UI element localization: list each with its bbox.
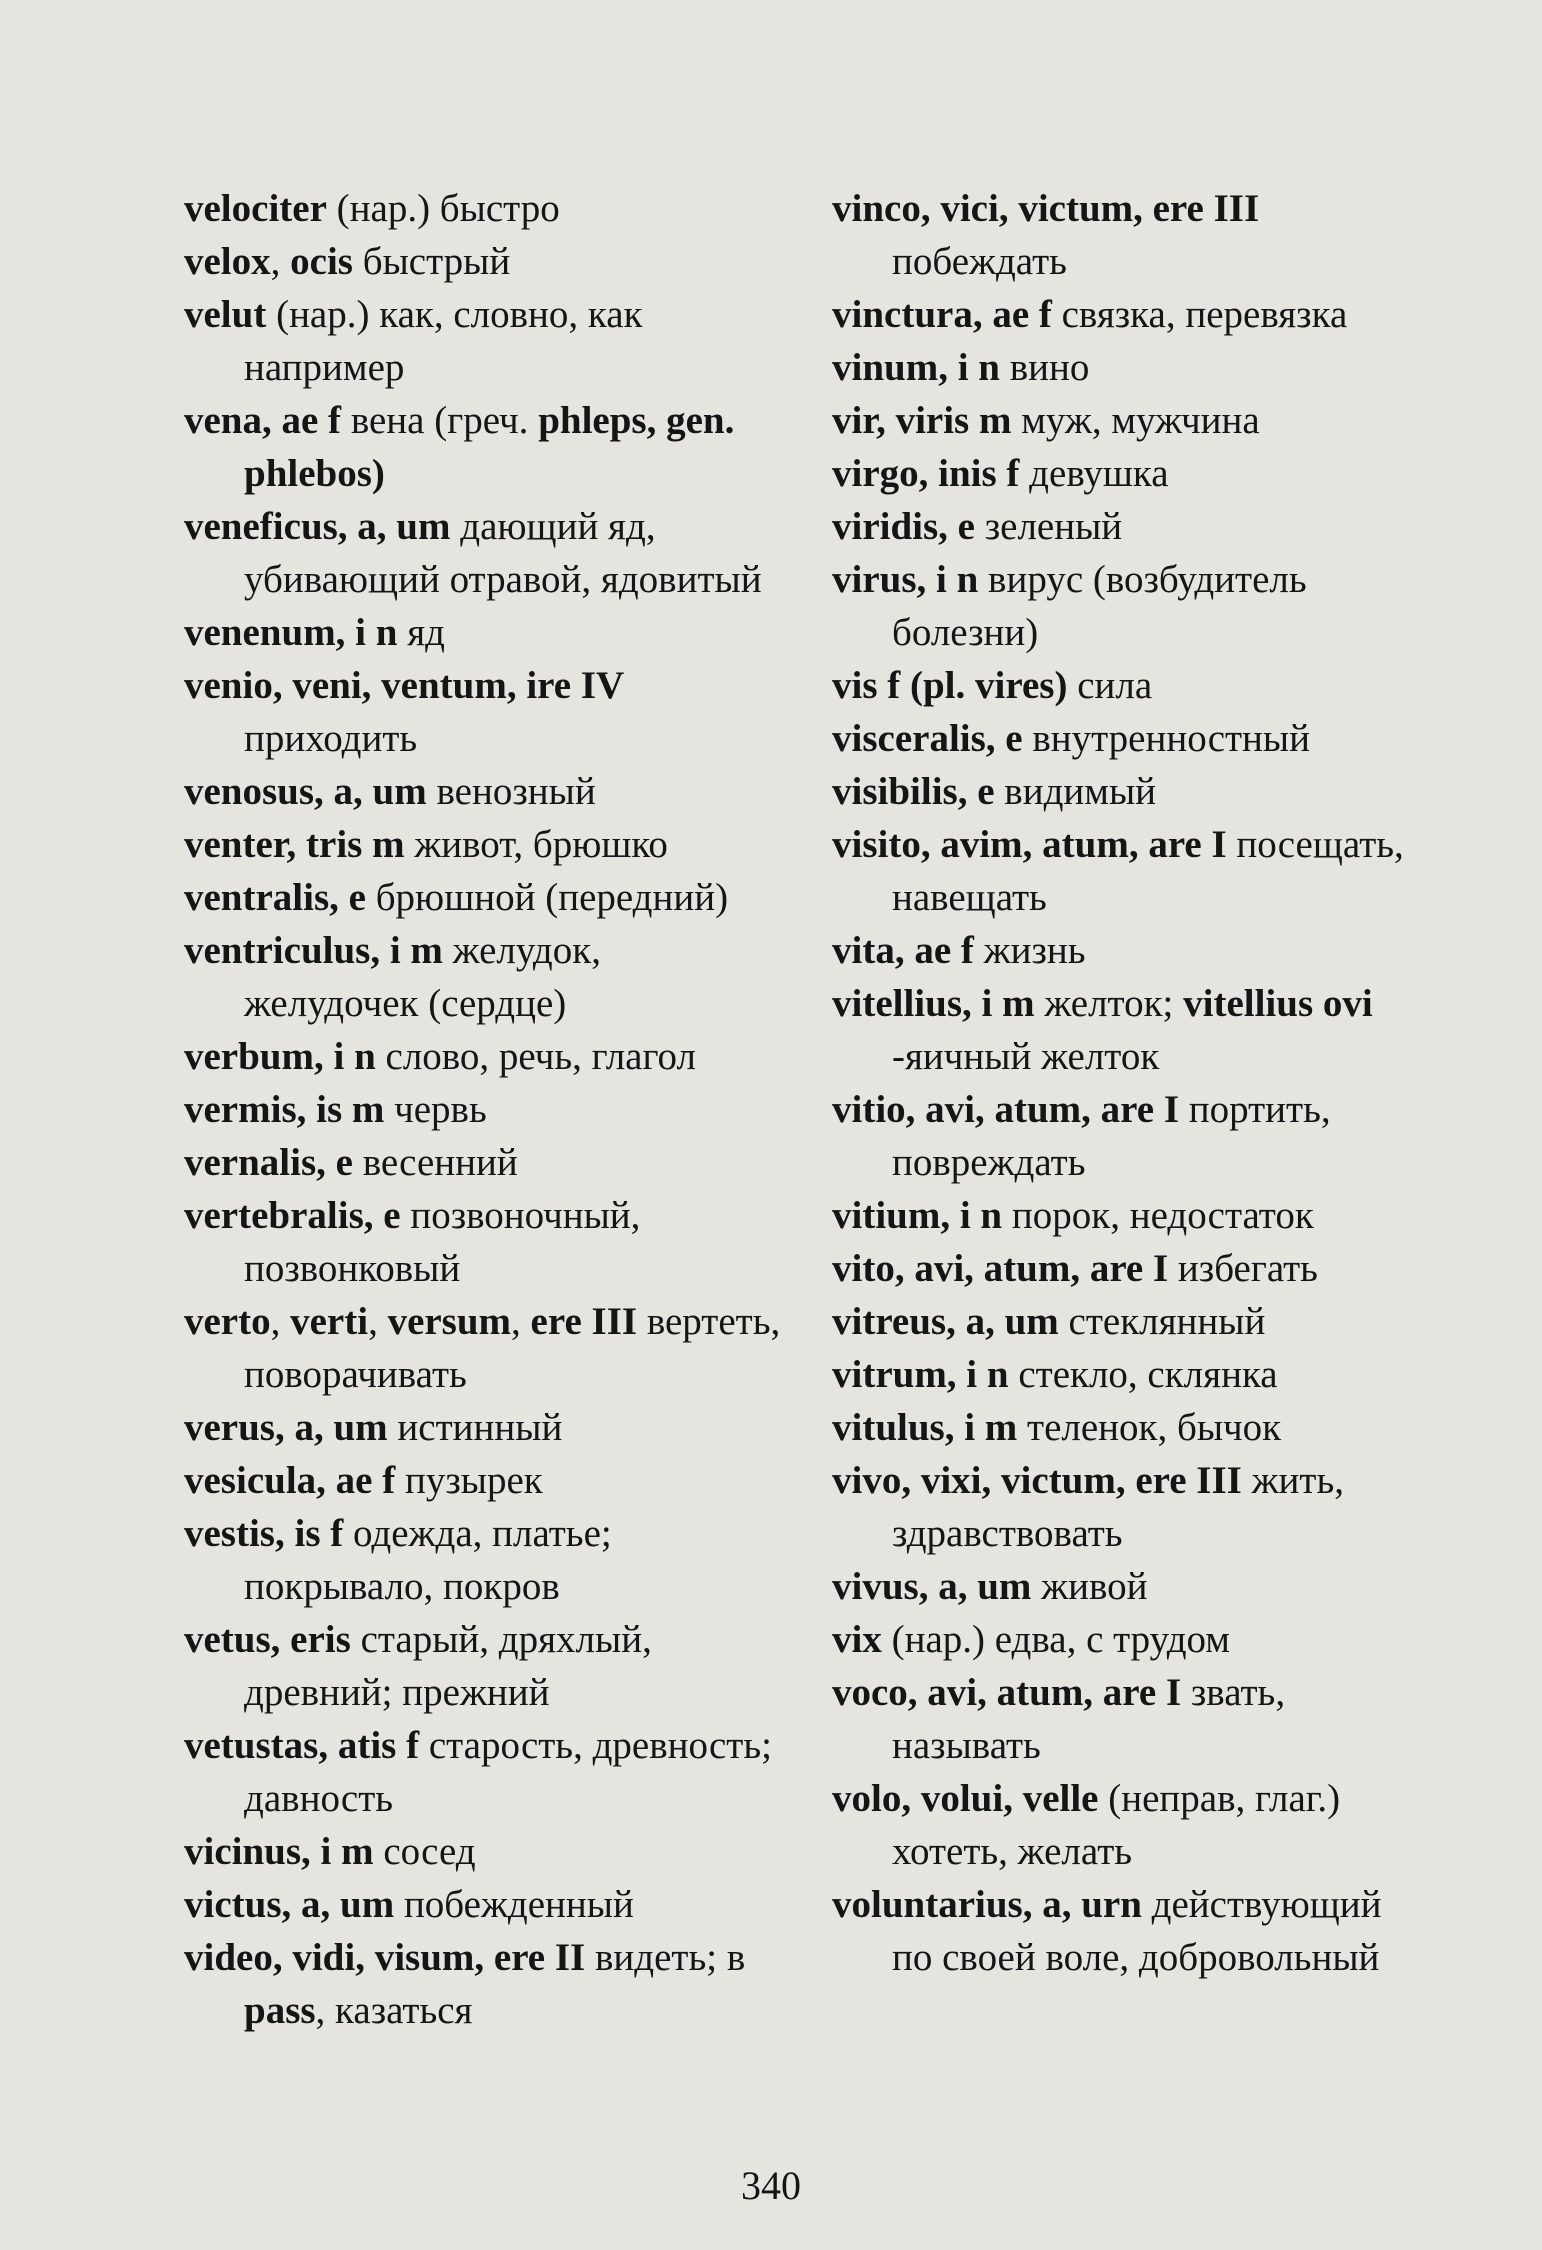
entry-headword: vitellius ovi — [1183, 982, 1373, 1025]
entry-definition: вертеть, поворачивать — [244, 1300, 781, 1396]
entry-headword: vinco, vici, victum, ere III — [832, 187, 1260, 230]
entry-definition: (нар.) как, словно, как например — [244, 293, 643, 389]
entry-definition: червь — [384, 1088, 487, 1131]
entry-headword: vermis, is m — [184, 1088, 385, 1131]
entry-definition: позвоночный, позвонковый — [244, 1194, 641, 1290]
dictionary-entry — [832, 765, 1422, 818]
entry-headword: vitio, avi, atum, are I — [832, 1088, 1180, 1131]
dictionary-entry — [832, 1242, 1422, 1295]
entry-definition: весенний — [352, 1141, 518, 1184]
dictionary-entry — [832, 1295, 1422, 1348]
entry-definition: жить, здравствовать — [892, 1459, 1344, 1555]
entry-headword: voluntarius, a, urn — [832, 1883, 1142, 1926]
entry-headword: verto — [184, 1300, 271, 1343]
entry-definition: (неправ, глаг.) хотеть, желать — [892, 1777, 1341, 1873]
entry-headword: vivus, a, um — [832, 1565, 1032, 1608]
dictionary-entry — [832, 553, 1422, 659]
entry-headword: vito, avi, atum, are I — [832, 1247, 1169, 1290]
entry-headword: video, vidi, visum, ere II — [184, 1936, 586, 1979]
entry-headword: verti — [290, 1300, 369, 1343]
dictionary-entry — [184, 235, 782, 288]
entry-definition: истинный — [387, 1406, 563, 1449]
dictionary-entry — [184, 500, 782, 606]
entry-headword: voco, avi, atum, are I — [832, 1671, 1182, 1714]
dictionary-entry — [832, 1083, 1422, 1189]
dictionary-entry — [184, 1295, 782, 1401]
entry-headword: venio, veni, ventum, ire IV — [184, 664, 625, 707]
dictionary-entry — [832, 447, 1422, 500]
entry-definition: сосед — [373, 1830, 476, 1873]
entry-definition: связка, перевязка — [1051, 293, 1348, 336]
dictionary-entry — [184, 818, 782, 871]
entry-definition: слово, речь, глагол — [375, 1035, 696, 1078]
dictionary-entry — [184, 1454, 782, 1507]
entry-headword: vicinus, i m — [184, 1830, 374, 1873]
dictionary-entry — [184, 1507, 782, 1613]
dictionary-entry — [184, 659, 782, 765]
entry-headword: visito, avim, atum, are I — [832, 823, 1227, 866]
entry-definition: пузырек — [395, 1459, 543, 1502]
entry-headword: vetustas, atis f — [184, 1724, 420, 1767]
entry-definition: , — [270, 240, 291, 283]
dictionary-entry — [832, 500, 1422, 553]
dictionary-entry — [832, 712, 1422, 765]
left-column — [184, 182, 782, 2037]
dictionary-entry — [184, 288, 782, 394]
dictionary-entry — [832, 1348, 1422, 1401]
entry-definition: (нар.) едва, с трудом — [881, 1618, 1230, 1661]
dictionary-entry — [184, 1136, 782, 1189]
entry-definition: желток; — [1034, 982, 1184, 1025]
dictionary-entry — [184, 871, 782, 924]
dictionary-entry — [184, 1613, 782, 1719]
dictionary-entry — [184, 1825, 782, 1878]
dictionary-entry — [832, 1666, 1422, 1772]
entry-definition: (нар.) быстро — [326, 187, 560, 230]
dictionary-entry — [832, 1189, 1422, 1242]
entry-headword: velut — [184, 293, 267, 336]
entry-headword: venosus, a, um — [184, 770, 427, 813]
entry-definition: , — [368, 1300, 388, 1343]
entry-definition: действующий по своей воле, добровольный — [892, 1883, 1382, 1979]
page-number: 340 — [741, 2163, 801, 2208]
entry-headword: virus, i n — [832, 558, 979, 601]
entry-definition: вирус (возбудитель болезни) — [892, 558, 1307, 654]
entry-definition: побеждать — [892, 240, 1067, 283]
entry-definition: старость, древность; давность — [244, 1724, 772, 1820]
dictionary-entry — [184, 1931, 782, 2037]
entry-definition: -яичный желток — [892, 1035, 1160, 1078]
entry-definition: приходить — [244, 717, 418, 760]
entry-definition: жизнь — [973, 929, 1086, 972]
entry-definition: вино — [999, 346, 1090, 389]
entry-headword: viridis, e — [832, 505, 975, 548]
entry-headword: vernalis, e — [184, 1141, 353, 1184]
entry-definition: видимый — [994, 770, 1157, 813]
entry-headword: venenum, i n — [184, 611, 398, 654]
dictionary-entry — [184, 606, 782, 659]
entry-headword: vesicula, ae f — [184, 1459, 396, 1502]
entry-definition: яд — [397, 611, 445, 654]
dictionary-entry — [184, 182, 782, 235]
entry-definition: стеклянный — [1058, 1300, 1266, 1343]
entry-headword: vitellius, i m — [832, 982, 1035, 1025]
entry-headword: phleps, gen. phlebos) — [244, 399, 735, 495]
right-column — [832, 182, 1422, 1984]
dictionary-entry — [832, 1878, 1422, 1984]
entry-headword: visibilis, e — [832, 770, 995, 813]
dictionary-entry — [832, 924, 1422, 977]
entry-definition: портить, повреждать — [892, 1088, 1331, 1184]
dictionary-entry — [184, 924, 782, 1030]
entry-headword: victus, a, um — [184, 1883, 395, 1926]
dictionary-entry — [832, 394, 1422, 447]
entry-headword: vertebralis, e — [184, 1194, 401, 1237]
entry-headword: vir, viris m — [832, 399, 1012, 442]
entry-headword: virgo, inis f — [832, 452, 1020, 495]
entry-headword: vitreus, a, um — [832, 1300, 1059, 1343]
entry-headword: vita, ae f — [832, 929, 974, 972]
entry-definition: внутренностный — [1022, 717, 1310, 760]
entry-headword: vinum, i n — [832, 346, 1000, 389]
dictionary-entry — [184, 1878, 782, 1931]
entry-headword: ventriculus, i m — [184, 929, 443, 972]
entry-headword: verus, a, um — [184, 1406, 388, 1449]
entry-definition: дающий яд, убивающий отравой, ядовитый — [244, 505, 762, 601]
entry-headword: pass — [244, 1989, 316, 2032]
entry-headword: vestis, is f — [184, 1512, 344, 1555]
entry-definition: вена (греч. — [341, 399, 539, 442]
entry-headword: vix — [832, 1618, 882, 1661]
entry-definition: побежденный — [394, 1883, 634, 1926]
dictionary-entry — [832, 1454, 1422, 1560]
entry-headword: visceralis, e — [832, 717, 1023, 760]
entry-definition: порок, недостаток — [1002, 1194, 1314, 1237]
entry-definition: быстрый — [352, 240, 511, 283]
entry-headword: verbum, i n — [184, 1035, 376, 1078]
dictionary-entry — [184, 1030, 782, 1083]
dictionary-entry — [184, 394, 782, 500]
dictionary-entry — [832, 977, 1422, 1083]
entry-headword: velociter — [184, 187, 327, 230]
entry-definition: одежда, платье; покрывало, покров — [244, 1512, 612, 1608]
entry-definition: звать, называть — [892, 1671, 1286, 1767]
entry-headword: veneficus, a, um — [184, 505, 451, 548]
entry-headword: vinctura, ae f — [832, 293, 1052, 336]
entry-definition: девушка — [1019, 452, 1169, 495]
entry-headword: ocis — [290, 240, 353, 283]
entry-definition: избегать — [1168, 1247, 1318, 1290]
entry-headword: vitium, i n — [832, 1194, 1003, 1237]
dictionary-entry — [184, 1719, 782, 1825]
entry-headword: volo, volui, velle — [832, 1777, 1099, 1820]
entry-headword: vetus, eris — [184, 1618, 351, 1661]
entry-definition: стекло, склянка — [1008, 1353, 1278, 1396]
entry-definition: живой — [1031, 1565, 1148, 1608]
entry-definition: посещать, навещать — [892, 823, 1404, 919]
dictionary-entry — [184, 1083, 782, 1136]
entry-definition: муж, мужчина — [1011, 399, 1260, 442]
entry-headword: versum — [387, 1300, 512, 1343]
entry-definition: желудок, желудочек (сердце) — [244, 929, 601, 1025]
dictionary-entry — [832, 818, 1422, 924]
dictionary-entry — [832, 659, 1422, 712]
entry-headword: vis f (pl. vires) — [832, 664, 1068, 707]
dictionary-entry — [184, 1401, 782, 1454]
dictionary-entry — [832, 288, 1422, 341]
entry-definition: венозный — [426, 770, 596, 813]
entry-definition: теленок, бычок — [1017, 1406, 1282, 1449]
entry-definition: зеленый — [975, 505, 1123, 548]
dictionary-entry — [832, 1613, 1422, 1666]
entry-definition: видеть; в — [585, 1936, 746, 1979]
entry-headword: venter, tris m — [184, 823, 405, 866]
entry-headword: vivo, vixi, victum, ere III — [832, 1459, 1242, 1502]
entry-definition: , — [511, 1300, 531, 1343]
entry-definition: живот, брюшко — [404, 823, 668, 866]
dictionary-entry — [184, 1189, 782, 1295]
entry-definition: брюшной (передний) — [365, 876, 729, 919]
dictionary-entry — [832, 182, 1422, 288]
entry-headword: vitrum, i n — [832, 1353, 1009, 1396]
entry-headword: vitulus, i m — [832, 1406, 1018, 1449]
entry-headword: ere III — [530, 1300, 638, 1343]
entry-headword: vena, ae f — [184, 399, 342, 442]
entry-headword: ventralis, e — [184, 876, 366, 919]
entry-definition: , казаться — [315, 1989, 473, 2032]
dictionary-entry — [832, 1401, 1422, 1454]
dictionary-entry — [832, 1560, 1422, 1613]
dictionary-entry — [832, 1772, 1422, 1878]
entry-headword: velox — [184, 240, 271, 283]
entry-definition: сила — [1067, 664, 1153, 707]
dictionary-entry — [184, 765, 782, 818]
entry-definition: , — [270, 1300, 291, 1343]
entry-definition: старый, дряхлый, древний; прежний — [244, 1618, 652, 1714]
dictionary-entry — [832, 341, 1422, 394]
